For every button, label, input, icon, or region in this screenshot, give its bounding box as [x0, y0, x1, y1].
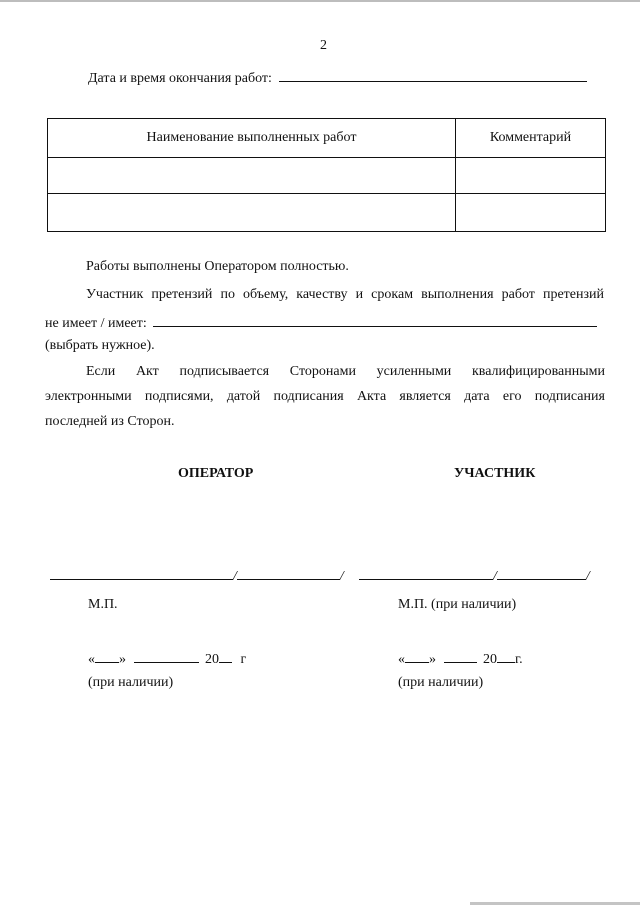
- paragraph-claims-line3: (выбрать нужное).: [45, 338, 155, 353]
- claims-label: не имеет / имеет:: [45, 316, 147, 331]
- paragraph-signing-line2: [45, 389, 605, 405]
- table-cell[interactable]: [48, 194, 456, 232]
- participant-signature-line: [359, 566, 590, 585]
- slash: /: [585, 569, 590, 584]
- word: подписания: [273, 389, 344, 404]
- date-open-quote: «: [398, 652, 405, 667]
- word: подписывается: [179, 364, 270, 379]
- table-header-row: [48, 119, 606, 158]
- paragraph-signing-line3: последней из Сторон.: [45, 414, 175, 429]
- slash: /: [493, 569, 497, 584]
- participant-date-line: [398, 649, 523, 668]
- word: усиленными: [376, 364, 452, 379]
- operator-signature-field[interactable]: [50, 566, 233, 580]
- word: Акта: [356, 389, 387, 404]
- table-cell[interactable]: [456, 194, 606, 232]
- participant-name-field[interactable]: [497, 566, 586, 580]
- word: его: [502, 389, 522, 404]
- operator-name-field[interactable]: [237, 566, 340, 580]
- slash: /: [339, 569, 344, 584]
- end-datetime-field[interactable]: [279, 68, 587, 82]
- participant-month-field[interactable]: [444, 649, 477, 663]
- date-close-quote: »: [119, 652, 126, 667]
- paragraph-signing-line1: [86, 364, 605, 380]
- word: Акт: [135, 364, 159, 379]
- operator-signature-line: [50, 566, 344, 585]
- operator-note: (при наличии): [88, 675, 174, 690]
- year-suffix: г.: [515, 652, 523, 667]
- date-open-quote: «: [88, 652, 95, 667]
- word: дата: [464, 389, 490, 404]
- table-cell[interactable]: [48, 158, 456, 194]
- word: подписями,: [144, 389, 214, 404]
- participant-note: (при наличии): [398, 675, 484, 690]
- slash: /: [233, 569, 237, 584]
- table-header-comment: Комментарий: [456, 119, 606, 158]
- year-suffix: г: [240, 652, 247, 667]
- word: подписания: [534, 389, 605, 404]
- word: Если: [86, 364, 116, 379]
- table-row: [48, 158, 606, 194]
- table-row: [48, 194, 606, 232]
- date-close-quote: »: [429, 652, 436, 667]
- year-prefix: 20: [483, 652, 497, 667]
- works-table: [47, 118, 606, 232]
- operator-year-field[interactable]: [219, 649, 232, 663]
- year-prefix: 20: [205, 652, 219, 667]
- word: является: [399, 389, 451, 404]
- page-top-edge: [0, 0, 640, 2]
- table-cell[interactable]: [456, 158, 606, 194]
- operator-date-line: [88, 649, 246, 668]
- participant-stamp: М.П. (при наличии): [398, 597, 517, 612]
- end-datetime-line: [88, 68, 587, 87]
- paragraph-claims-line1: Участник претензий по объему, качеству и срокам выполнения работ претензий: [86, 287, 604, 302]
- paragraph-claims-line2: [45, 313, 597, 332]
- page-number: 2: [320, 38, 327, 53]
- word: датой: [226, 389, 261, 404]
- word: Сторонами: [289, 364, 356, 379]
- operator-stamp: М.П.: [88, 597, 118, 612]
- participant-title: УЧАСТНИК: [454, 466, 536, 481]
- participant-year-field[interactable]: [497, 649, 515, 663]
- word: квалифицированными: [471, 364, 605, 379]
- participant-signature-field[interactable]: [359, 566, 493, 580]
- operator-title: ОПЕРАТОР: [178, 466, 254, 481]
- claims-field[interactable]: [153, 313, 597, 327]
- participant-day-field[interactable]: [405, 649, 429, 663]
- end-datetime-label: Дата и время окончания работ:: [88, 71, 272, 86]
- operator-month-field[interactable]: [134, 649, 199, 663]
- table-header-works: Наименование выполненных работ: [48, 119, 456, 158]
- operator-day-field[interactable]: [95, 649, 119, 663]
- word: электронными: [45, 389, 132, 404]
- paragraph-works-done: Работы выполнены Оператором полностью.: [86, 259, 349, 274]
